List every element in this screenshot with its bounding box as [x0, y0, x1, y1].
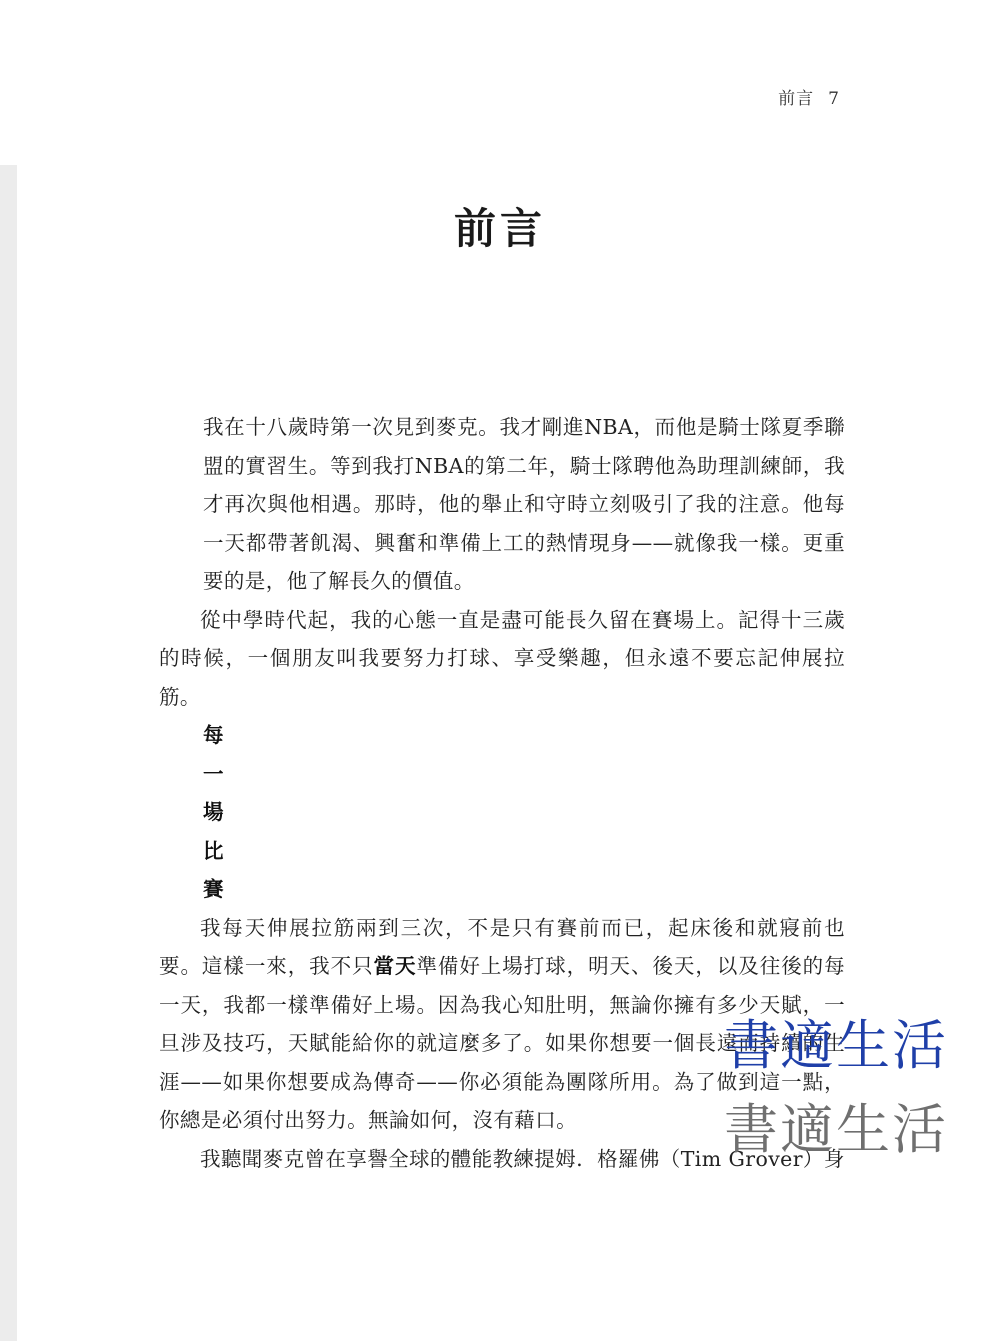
watermark-blue: 書適生活 — [724, 1014, 948, 1077]
running-head-title: 前言 — [778, 89, 815, 109]
vertical-char: 比 — [203, 838, 224, 863]
vertical-char: 每 — [203, 723, 224, 747]
paragraph-1: 我在十八歲時第一次見到麥克。我才剛進NBA，而他是騎士隊夏季聯盟的實習生。等到我打NBA的第二年，騎士隊聘他為助理訓練師，我才再次與他相遇。那時，他的舉止和守時立刻吸引了我的注意。他每一天都帶著飢渴、興奮和準備上工的熱情現身——就像我一樣。更重要的是，他了解長久的價值。 — [203, 415, 845, 593]
vertical-char: 場 — [203, 800, 224, 824]
page-edge-shadow — [0, 165, 17, 1341]
running-head — [778, 84, 840, 109]
paragraph-2: 從中學時代起，我的心態一直是盡可能長久留在賽場上。記得十三歲的時候，一個朋友叫我要努力打球、享受樂趣，但永遠不要忘記伸展拉筋。 — [159, 607, 845, 709]
paragraph-4: 我聽聞麥克曾在享譽全球的體能教練提姆．格羅佛（Tim Grover）身 — [200, 1146, 845, 1171]
page-number: 7 — [828, 89, 840, 109]
emphasis-today: 當天 — [373, 954, 417, 978]
watermark-gray: 書適生活 — [724, 1098, 948, 1161]
paragraph-3-part-2: 準備好上場打球，明天、後天，以及往後的每一天，我都一樣準備好上場。因為我心知肚明，無論你擁有多少天賦，一旦涉及技巧，天賦能給你的就這麼多了。如果你想要一個長遠而持續的生涯——如果你想要成為傳奇——你必須能為團隊所用。為了做到這一點，你總是必須付出努力。無論如何，沒有藉口。 — [159, 954, 846, 1132]
paragraph-3-part-1: 我每天伸展拉筋兩到三次，不是只有賽前而已，起床後和就寢前也要。這樣一來，我不只 — [159, 915, 845, 978]
vertical-emphasis — [159, 716, 845, 909]
chapter-title: 前言 — [453, 204, 546, 253]
vertical-char: 賽 — [203, 877, 224, 901]
vertical-char: 一 — [203, 761, 224, 786]
